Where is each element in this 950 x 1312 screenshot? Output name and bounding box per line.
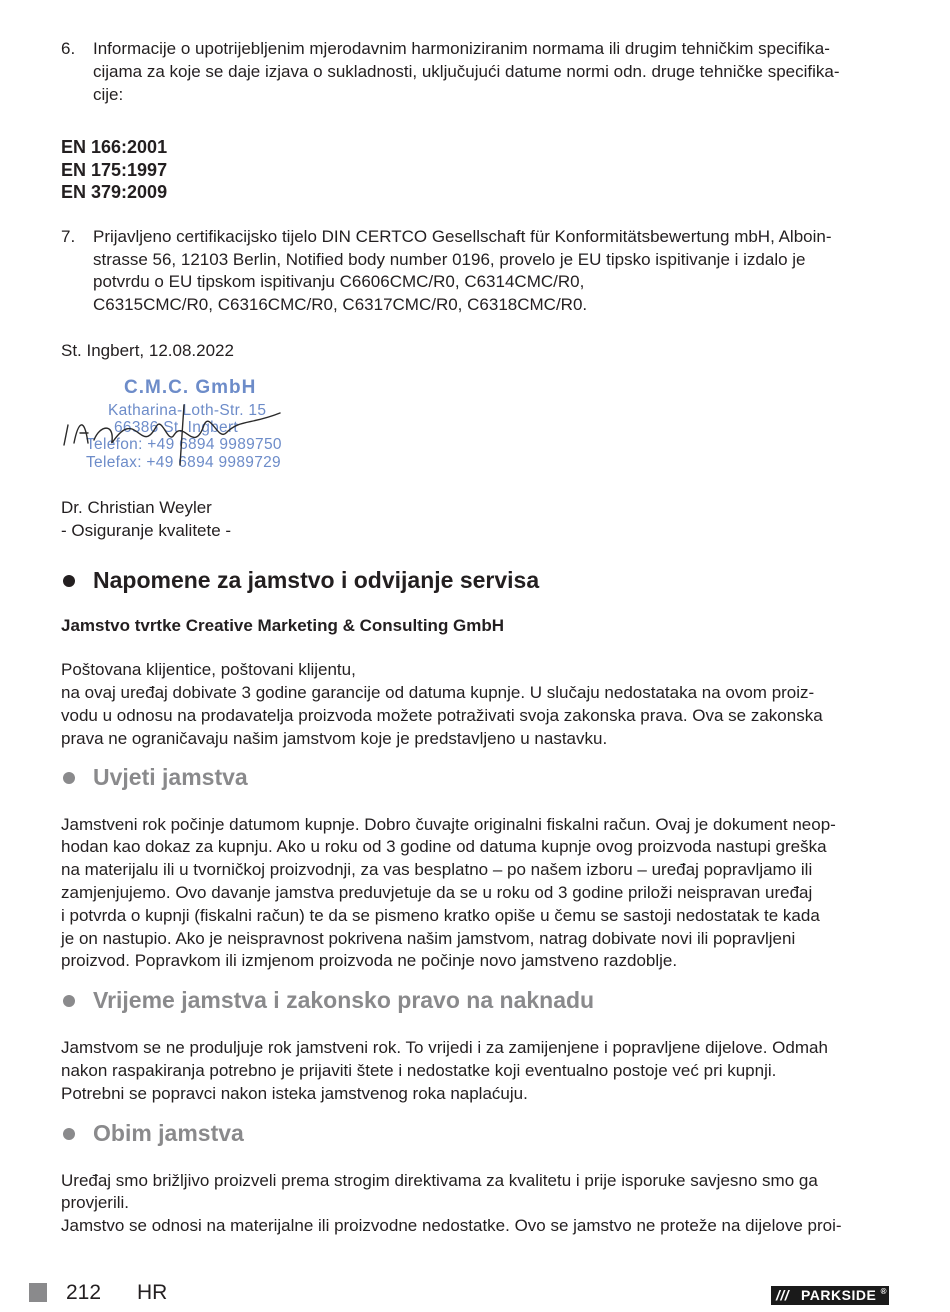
section-line: na materijalu ili u tvorničkoj proizvodnji, za vas besplatno – po našem izboru – uređaj popravljamo ili [61, 860, 813, 880]
section-line: Jamstvo se odnosi na materijalne ili proizvodne nedostatke. Ovo se jamstvo ne proteže na dijelove proi- [61, 1216, 842, 1236]
signer-role: - Osiguranje kvalitete - [61, 520, 232, 540]
norm-entry: EN 175:1997 [61, 159, 168, 180]
stamp-city: 66386 St. Ingbert [114, 418, 239, 436]
item-text-line: cijama za koje se daje izjava o sukladnosti, uključujući datume normi odn. druge tehničke specifika- [93, 61, 840, 81]
item-number: 7. [61, 226, 76, 246]
item-text-line: potvrdu o EU tipskom ispitivanju C6606CMC/R0, C6314CMC/R0, [93, 272, 585, 292]
bullet-icon [63, 1128, 75, 1140]
logo-slashes: /// [776, 1287, 790, 1303]
company-stamp [84, 375, 346, 487]
intro-line: vodu u odnosu na prodavatelja proizvoda možete potraživati svoja zakonska prava. Ova se zakonska [61, 706, 823, 726]
signature-icon [54, 385, 314, 475]
item-text-line: C6315CMC/R0, C6316CMC/R0, C6317CMC/R0, C6318CMC/R0. [93, 295, 588, 315]
signer-name: Dr. Christian Weyler [61, 497, 212, 517]
stamp-street: Katharina-Loth-Str. 15 [108, 401, 267, 419]
norm-entry: EN 379:2009 [61, 182, 168, 203]
bullet-icon [63, 772, 75, 784]
norm-entry: EN 166:2001 [61, 137, 168, 158]
section-line: proizvod. Popravkom ili izmjenom proizvoda ne počinje novo jamstveno razdoblje. [61, 951, 678, 971]
main-heading [61, 565, 891, 595]
section-line: Jamstvom se ne produljuje rok jamstveni rok. To vrijedi i za zamijenjene i popravljene dijelove. Odmah [61, 1038, 828, 1058]
intro-line: Poštovana klijentice, poštovani klijentu, [61, 660, 356, 680]
section-paragraph [61, 1170, 891, 1238]
section-paragraph [61, 814, 891, 974]
intro-paragraph [61, 659, 891, 750]
declaration-item-6 [61, 38, 891, 106]
section-line: provjerili. [61, 1193, 130, 1213]
section-heading-text: Uvjeti jamstva [93, 763, 248, 790]
stamp-company: C.M.C. GmbH [124, 376, 257, 398]
section-line: Jamstveni rok počinje datumom kupnje. Dobro čuvajte originalni fiskalni račun. Ovaj je dokument neop- [61, 814, 836, 834]
section-line: je on nastupio. Ako je neispravnost pokrivena našim jamstvom, natrag dobivate novi ili popravljeni [61, 928, 796, 948]
item-text-line: strasse 56, 12103 Berlin, Notified body number 0196, provelo je EU tipsko ispitivanje i izdalo je [93, 249, 806, 269]
footer-marker-icon [29, 1283, 47, 1302]
item-text-line: Informacije o upotrijebljenim mjerodavnim harmoniziranim normama ili drugim tehničkim specifika- [93, 39, 830, 58]
parkside-logo [771, 1286, 889, 1305]
stamp-phone: Telefon: +49 6894 9989750 [86, 435, 282, 453]
section-heading-text: Obim jamstva [93, 1119, 244, 1146]
document-page [61, 38, 891, 1238]
logo-registered: ® [880, 1287, 887, 1296]
norms-list [61, 136, 891, 204]
declaration-item-7 [61, 226, 891, 317]
page-number: 212 [66, 1281, 102, 1304]
logo-brand: PARKSIDE [801, 1287, 877, 1303]
section-heading [61, 762, 891, 792]
section-heading [61, 985, 891, 1015]
section-paragraph [61, 1037, 891, 1105]
main-heading-text: Napomene za jamstvo i odvijanje servisa [93, 567, 540, 594]
section-heading [61, 1118, 891, 1148]
section-line: nakon raspakiranja potrebno je prijaviti štete i nedostatke koji eventualno postoje već pri kupnji. [61, 1061, 777, 1081]
intro-line: na ovaj uređaj dobivate 3 godine garancije od datuma kupnje. U slučaju nedostataka na ovom proiz- [61, 683, 815, 703]
section-line: i potvrda o kupnji (fiskalni račun) te da se pismeno kratko opiše u čemu se sastoji nedostatak te kada [61, 905, 820, 925]
bullet-icon [63, 575, 75, 587]
bullet-icon [63, 995, 75, 1007]
item-text-line: Prijavljeno certifikacijsko tijelo DIN CERTCO Gesellschaft für Konformitätsbewertung mbH, Alboin- [93, 226, 832, 246]
signer-block [61, 497, 891, 543]
section-line: Potrebni se popravci nakon isteka jamstvenog roka naplaćuju. [61, 1083, 528, 1103]
section-line: hodan kao dokaz za kupnju. Ako u roku od 3 godine od datuma kupnje ovog proizvoda nastupi greška [61, 837, 827, 857]
warranty-subheading: Jamstvo tvrtke Creative Marketing & Consulting GmbH [61, 616, 505, 636]
item-number: 6. [61, 39, 76, 58]
section-line: zamjenjujemo. Ovo davanje jamstva preduvjetuje da se u roku od 3 godine priloži neispravan uređaj [61, 883, 813, 903]
section-line: Uređaj smo brižljivo proizveli prema strogim direktivama za kvalitetu i prije isporuke savjesno smo ga [61, 1170, 818, 1190]
item-text-line: cije: [93, 84, 124, 104]
section-heading-text: Vrijeme jamstva i zakonsko pravo na naknadu [93, 987, 595, 1014]
language-code: HR [137, 1281, 168, 1304]
stamp-fax: Telefax: +49 6894 9989729 [86, 453, 281, 471]
intro-line: prava ne ograničavaju našim jamstvom koje je predstavljeno u nastavku. [61, 728, 608, 748]
place-date: St. Ingbert, 12.08.2022 [61, 341, 234, 361]
